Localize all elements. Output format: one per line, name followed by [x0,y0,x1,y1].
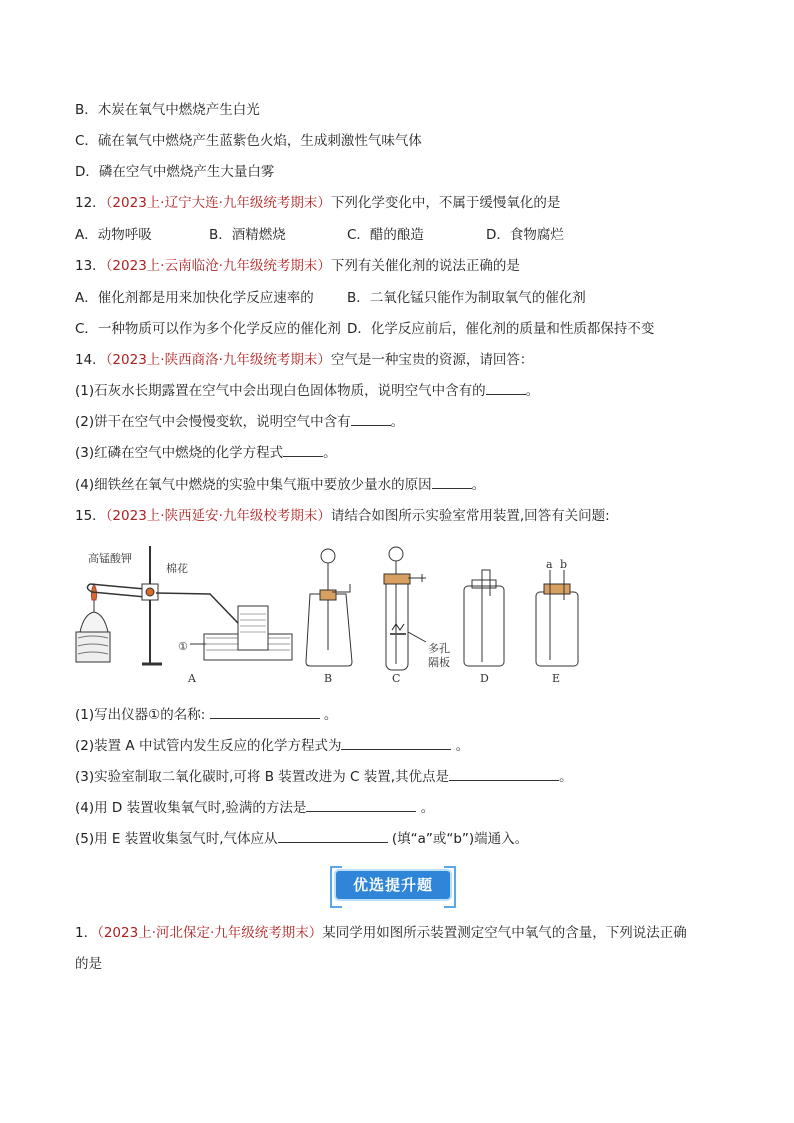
caption-c: C [392,672,401,685]
q15-sub4-text: (4)用 D 装置收集氧气时,验满的方法是 [75,800,307,816]
q14-sub3 [75,444,337,462]
apparatus-b [306,549,352,666]
period: 。 [525,383,540,399]
q13-option-c: C．一种物质可以作为多个化学反应的催化剂 [75,321,341,337]
caption-d: D [480,672,489,685]
answer-blank[interactable] [449,768,559,781]
q15-sub1-text: (1)写出仪器①的名称: [75,707,206,723]
q15-source: （2023上·陕西延安·九年级校考期末） [105,508,331,524]
p1-number: 1． [75,925,98,941]
q11-option-b: B．木炭在氧气中燃烧产生白光 [75,102,260,118]
answer-blank[interactable] [283,444,323,457]
q12-option-d: D．食物腐烂 [486,227,564,243]
section-banner [330,866,456,904]
q15-stem [75,507,610,525]
label-port-b: b [560,558,568,571]
q12-source: （2023上·辽宁大连·九年级统考期末） [105,195,331,211]
q14-stem [75,351,533,369]
q14-source: （2023上·陕西商洛·九年级统考期末） [105,352,331,368]
q15-sub1 [75,706,337,724]
caption-b: B [324,672,333,685]
q15-sub2-text: (2)装置 A 中试管内发生反应的化学方程式为 [75,738,342,754]
period: 。 [559,769,573,785]
q13-option-a: A．催化剂都是用来加快化学反应速率的 [75,290,314,306]
q12-number: 12． [75,195,106,211]
caption-a: A [188,672,196,685]
label-cotton: 棉花 [166,562,188,575]
answer-blank[interactable] [432,476,472,489]
p1-stem [75,924,687,942]
p1-stem-cont: 的是 [75,956,102,972]
q15-sub5 [75,830,528,848]
q14-sub4 [75,476,485,494]
p1-text: 某同学用如图所示装置测定空气中氧气的含量，下列说法正确 [322,925,687,941]
lab-apparatus-figure [70,540,590,688]
period: 。 [455,738,470,754]
q13-number: 13． [75,258,106,274]
answer-blank[interactable] [306,799,416,812]
q13-source: （2023上·云南临沧·九年级统考期末） [105,258,331,274]
apparatus-d [464,570,504,666]
q13-text: 下列有关催化剂的说法正确的是 [330,258,520,274]
answer-blank[interactable] [278,830,388,843]
label-instrument-1: ① [178,640,188,653]
apparatus-e [536,570,578,666]
q14-sub4-text: (4)细铁丝在氧气中燃烧的实验中集气瓶中要放少量水的原因 [75,477,432,493]
q11-option-c: C．硫在氧气中燃烧产生蓝紫色火焰，生成刺激性气味气体 [75,133,422,149]
q14-sub1-text: (1)石灰水长期露置在空气中会出现白色固体物质，说明空气中含有的 [75,383,486,399]
q15-sub5-hint: (填“a”或“b”)端通入。 [391,831,529,847]
label-porous-plate-1: 多孔 [428,642,450,655]
q15-number: 15． [75,508,106,524]
q13-stem [75,257,520,275]
q12-option-c: C．醋的酿造 [347,227,424,243]
label-porous-plate-2: 隔板 [428,656,450,669]
label-kmno4: 高锰酸钾 [88,552,132,565]
q12-stem [75,194,560,212]
answer-blank[interactable] [486,382,526,395]
period: 。 [323,445,337,461]
q15-sub3-text: (3)实验室制取二氧化碳时,可将 B 装置改进为 C 装置,其优点是 [75,769,450,785]
q14-sub2 [75,413,404,431]
period: 。 [323,707,338,723]
caption-e: E [552,672,561,685]
period: 。 [471,477,486,493]
p1-source: （2023上·河北保定·九年级统考期末） [97,925,323,941]
q15-sub4 [75,799,434,817]
banner-title: 优选提升题 [336,871,450,899]
label-port-a: a [546,558,553,571]
q15-sub3 [75,768,573,786]
apparatus-c [384,547,426,670]
q13-option-d: D．化学反应前后，催化剂的质量和性质都保持不变 [347,321,655,337]
answer-blank[interactable] [210,706,320,719]
q15-sub5-text: (5)用 E 装置收集氢气时,气体应从 [75,831,278,847]
q12-option-b: B．酒精燃烧 [209,227,286,243]
period: 。 [390,414,405,430]
q14-sub3-text: (3)红磷在空气中燃烧的化学方程式 [75,445,284,461]
period: 。 [420,800,435,816]
q13-option-b: B．二氧化锰只能作为制取氧气的催化剂 [347,290,586,306]
q12-text: 下列化学变化中，不属于缓慢氧化的是 [330,195,561,211]
answer-blank[interactable] [351,413,391,426]
q14-sub1 [75,382,539,400]
q12-option-a: A．动物呼吸 [75,227,152,243]
q14-text: 空气是一种宝贵的资源，请回答： [330,352,534,368]
q14-number: 14． [75,352,106,368]
q15-text: 请结合如图所示实验室常用装置,回答有关问题: [330,508,610,524]
q14-sub2-text: (2)饼干在空气中会慢慢变软，说明空气中含有 [75,414,351,430]
q11-option-d: D．磷在空气中燃烧产生大量白雾 [75,164,275,180]
answer-blank[interactable] [341,737,451,750]
q15-sub2 [75,737,469,755]
